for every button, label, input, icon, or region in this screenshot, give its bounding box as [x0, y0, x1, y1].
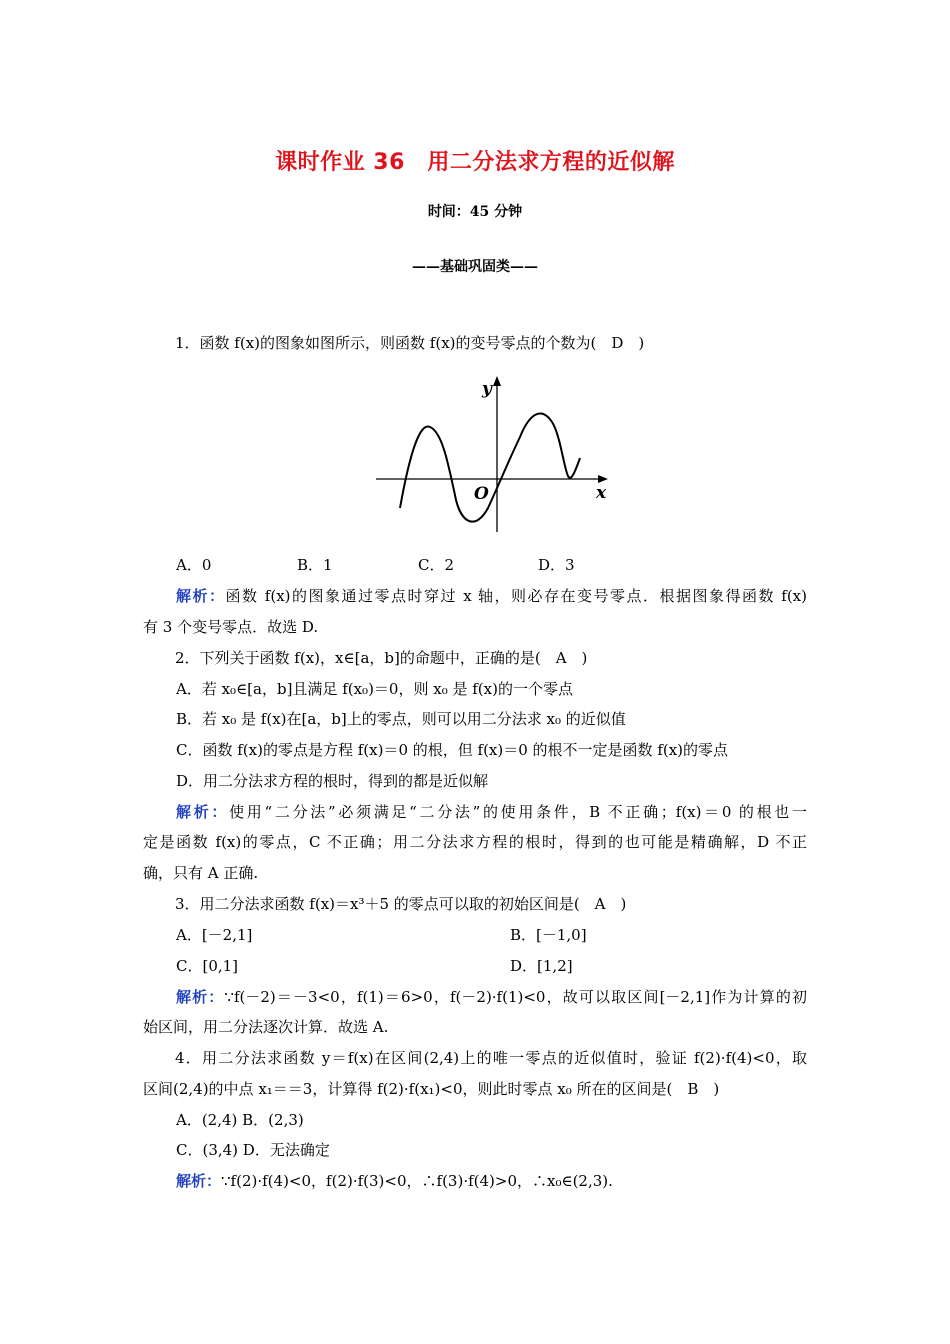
- q2-stem: 2．下列关于函数 f(x)，x∈[a，b]的命题中，正确的是( A ): [175, 649, 588, 667]
- q2-option-d: D．用二分法求方程的根时，得到的都是近似解: [176, 772, 489, 790]
- q1-stem: 1．函数 f(x)的图象如图所示，则函数 f(x)的变号零点的个数为( D ): [175, 334, 645, 352]
- analysis-text: ∵f(2)·f(4)<0，f(2)·f(3)<0，∴f(3)·f(4)>0，∴x₀∈(2,3).: [221, 1172, 613, 1190]
- q4-stem-line2: 区间(2,4)的中点 x₁＝＝3，计算得 f(2)·f(x₁)<0，则此时零点 x₀ 所在的区间是( B ): [143, 1080, 720, 1098]
- q3-analysis-line1: [176, 987, 807, 1007]
- q1-function-graph: [370, 372, 620, 532]
- q1-option-c: C．2: [418, 556, 455, 574]
- q2-analysis-line1: [176, 802, 807, 822]
- q3-analysis-line2: 始区间，用二分法逐次计算．故选 A.: [143, 1018, 389, 1036]
- q2-analysis-line2: 定是函数 f(x)的零点，C 不正确；用二分法求方程的根时，得到的也可能是精确解，D 不正: [143, 833, 807, 851]
- q2-option-b: B．若 x₀ 是 f(x)在[a，b]上的零点，则可以用二分法求 x₀ 的近似值: [176, 710, 626, 728]
- time-limit: 时间：45 分钟: [427, 204, 523, 220]
- analysis-label: 解析：: [176, 988, 225, 1006]
- q1-option-d: D．3: [538, 556, 575, 574]
- q1-analysis-line1: [176, 586, 807, 606]
- y-axis-arrow-icon: [493, 376, 501, 386]
- analysis-text: ∵f(－2)＝－3<0，f(1)＝6>0，f(－2)·f(1)<0，故可以取区间[－2,1]作为计算的初: [224, 988, 807, 1006]
- analysis-text: 使用“二分法”必须满足“二分法”的使用条件，B 不正确；f(x)＝0 的根也一: [229, 803, 807, 821]
- q1-analysis-line2: 有 3 个变号零点．故选 D.: [143, 618, 319, 636]
- graph-y-label: y: [482, 379, 492, 399]
- function-curve: [400, 414, 580, 522]
- q2-analysis-line3: 确，只有 A 正确.: [143, 864, 259, 882]
- q3-option-b: B．[－1,0]: [510, 926, 587, 944]
- q1-option-a: A．0: [176, 556, 212, 574]
- graph-x-label: x: [596, 483, 607, 503]
- q3-option-c: C．[0,1]: [176, 957, 239, 975]
- q3-option-d: D．[1,2]: [510, 957, 573, 975]
- q3-option-a: A．[－2,1]: [176, 926, 253, 944]
- analysis-label: 解析：: [176, 587, 226, 605]
- q2-option-a: A．若 x₀∈[a，b]且满足 f(x₀)＝0，则 x₀ 是 f(x)的一个零点: [176, 680, 573, 698]
- q2-option-c: C．函数 f(x)的零点是方程 f(x)＝0 的根，但 f(x)＝0 的根不一定是函数 f(x)的零点: [176, 741, 729, 759]
- q4-options-line2: C．(3,4) D．无法确定: [176, 1141, 330, 1159]
- q4-stem-line1: 4．用二分法求函数 y＝f(x)在区间(2,4)上的唯一零点的近似值时，验证 f(2)·f(4)<0，取: [175, 1049, 807, 1067]
- analysis-label: 解析：: [176, 1172, 222, 1190]
- q1-option-b: B．1: [297, 556, 333, 574]
- analysis-text: 函数 f(x)的图象通过零点时穿过 x 轴，则必存在变号零点．根据图象得函数 f(x): [225, 587, 807, 605]
- q4-options-line1: A．(2,4) B．(2,3): [176, 1111, 304, 1129]
- page-title: 课时作业 36 用二分法求方程的近似解: [275, 150, 675, 175]
- q3-stem: 3．用二分法求函数 f(x)＝x³＋5 的零点可以取的初始区间是( A ): [175, 895, 627, 913]
- q4-analysis: [176, 1171, 613, 1191]
- section-heading: ——基础巩固类——: [412, 259, 538, 275]
- graph-origin-label: O: [474, 484, 489, 504]
- x-axis-arrow-icon: [598, 475, 608, 483]
- analysis-label: 解析：: [176, 803, 230, 821]
